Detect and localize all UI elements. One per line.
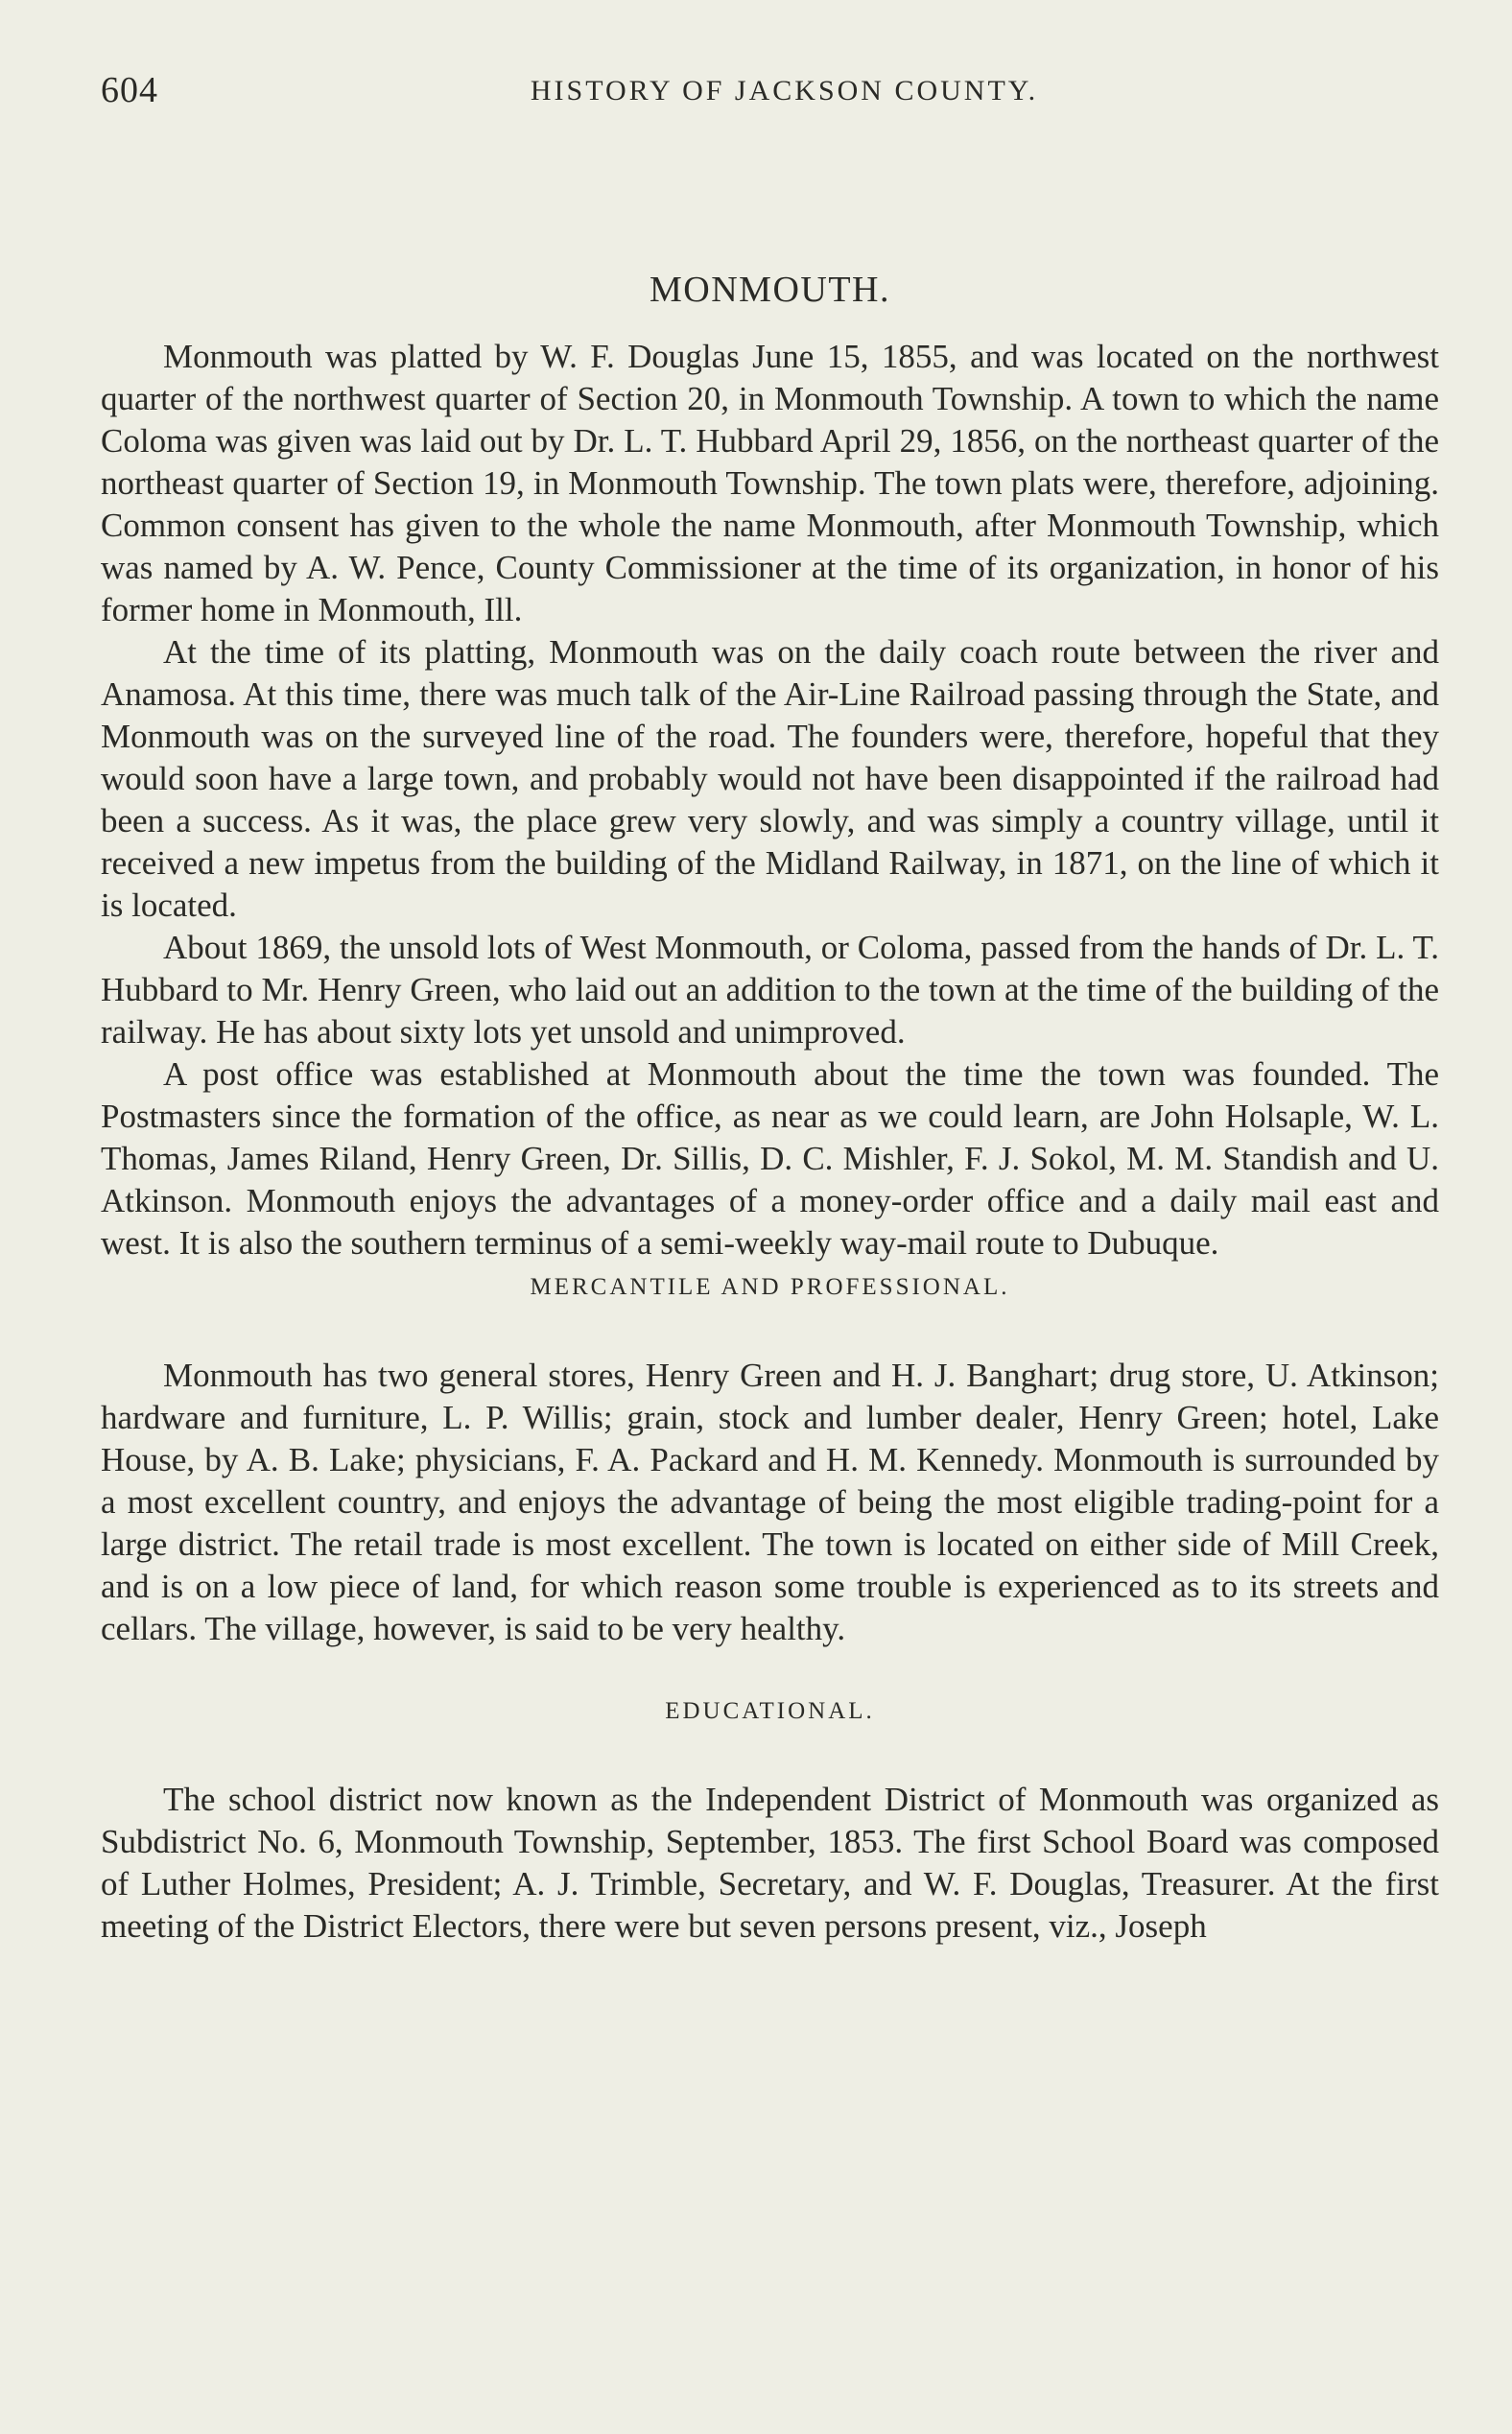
- paragraph: Monmouth has two general stores, Henry Green and H. J. Banghart; drug store, U. Atkinson; hardware and furniture, L. P. Willis; grain, stock and lumber dealer, Henry Green; hotel, Lake House, by A. B. Lake; physicians, F. A. Packard and H. M. Kennedy. Monmouth is surrounded by a most excellent country, and enjoys the advantage of being the most eligible trading-point for a large district. The retail trade is most excellent. The town is located on either side of Mill Creek, and is on a low piece of land, for which reason some trouble is experienced as to its streets and cellars. The village, however, is said to be very healthy.: [101, 1357, 1439, 1647]
- paragraph: At the time of its platting, Monmouth was on the daily coach route between the river and Anamosa. At this time, there was much talk of the Air-Line Railroad passing through the State, and Monmouth was on the surveyed line of the road. The founders were, therefore, hopeful that they would soon have a large town, and probably would not have been disappointed if the railroad had been a success. As it was, the place grew very slowly, and was simply a country village, until it received a new impetus from the building of the Midland Railway, in 1871, on the line of which it is located.: [101, 633, 1439, 924]
- page-number: 604: [101, 70, 158, 110]
- body-text: [101, 269, 1439, 1948]
- running-title: HISTORY OF JACKSON COUNTY.: [530, 75, 1039, 106]
- paragraph: About 1869, the unsold lots of West Monmouth, or Coloma, passed from the hands of Dr. L. T. Hubbard to Mr. Henry Green, who laid out an addition to the town at the time of the building of the railway. He has about sixty lots yet unsold and unimproved.: [101, 929, 1439, 1051]
- paragraph: A post office was established at Monmouth about the time the town was founded. The Postmasters since the formation of the office, as near as we could learn, are John Holsaple, W. L. Thomas, James Riland, Henry Green, Dr. Sillis, D. C. Mishler, F. J. Sokol, M. M. Standish and U. Atkinson. Monmouth enjoys the advantages of a money-order office and a daily mail east and west. It is also the southern terminus of a semi-weekly way-mail route to Dubuque.: [101, 1055, 1439, 1262]
- section-heading-educational: EDUCATIONAL.: [665, 1698, 875, 1724]
- running-head: [101, 69, 1439, 117]
- paragraph: Monmouth was platted by W. F. Douglas June 15, 1855, and was located on the northwest quarter of the northwest quarter of Section 20, in Monmouth Township. A town to which the name Coloma was given was laid out by Dr. L. T. Hubbard April 29, 1856, on the northeast quarter of the northeast quarter of Section 19, in Monmouth Township. The town plats were, therefore, adjoining. Common consent has given to the whole the name Monmouth, after Monmouth Township, which was named by A. W. Pence, County Commissioner at the time of its organization, in honor of his former home in Monmouth, Ill.: [101, 338, 1439, 628]
- section-heading-monmouth: MONMOUTH.: [650, 270, 890, 310]
- paragraph: The school district now known as the Independent District of Monmouth was organized as Subdistrict No. 6, Monmouth Township, September, 1853. The first School Board was composed of Luther Holmes, President; A. J. Trimble, Secretary, and W. F. Douglas, Treasurer. At the first meeting of the District Electors, there were but seven persons present, viz., Joseph: [101, 1781, 1439, 1945]
- section-heading-mercantile: MERCANTILE AND PROFESSIONAL.: [530, 1274, 1010, 1300]
